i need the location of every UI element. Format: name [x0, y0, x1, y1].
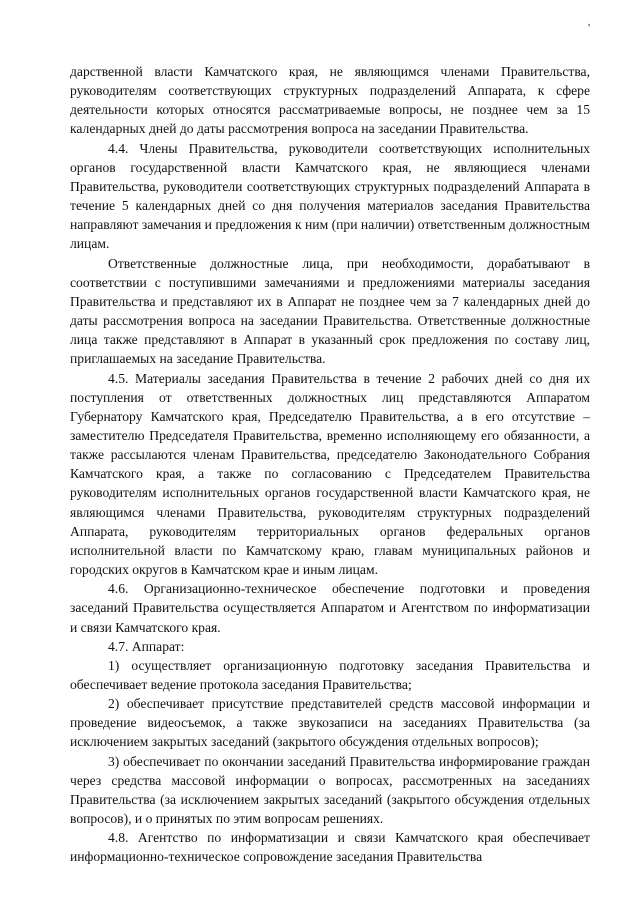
list-item-3: 3) обеспечивает по окончании заседаний Правительства информирование граждан через средства массовой информации о вопросах, рассмотренных на заседаниях Правительства (за исключением закрытых заседаний (закрытого обсуждения отдельных вопросов), и о принятых по этим вопросам решениях. — [70, 753, 590, 827]
paragraph-continuation: дарственной власти Камчатского края, не являющимся членами Правительства, руководителям соответствующих структурных подразделений Аппарата, к сфере деятельности которых относятся рассматриваемые вопросы, не позднее чем за 15 календарных дней до даты рассмотрения вопроса на заседании Правительства. — [70, 64, 590, 137]
paragraph-responsible-persons: Ответственные должностные лица, при необходимости, дорабатывают в соответствии с поступившими замечаниями и предложениями материалы заседания Правительства и представляют их в Аппарат не позднее чем за 7 календарных дней до даты рассмотрения вопроса на заседании Правительства. Ответственные должностные лица также представляют в Аппарат в указанный срок предложения по составу лиц, приглашаемых на заседание Правительства. — [70, 255, 590, 367]
paragraph-4-8: 4.8. Агентство по информатизации и связи Камчатского края обеспечивает информационно-техническое сопровождение заседания Правительства — [70, 830, 590, 865]
list-item-2: 2) обеспечивает присутствие представителей средств массовой информации и проведение видеосъемок, а также звукозаписи на заседаниях Правительства (за исключением закрытых заседаний (закрытого обсуждения отдельных вопросов); — [70, 696, 590, 750]
paragraph-4-5: 4.5. Материалы заседания Правительства в течение 2 рабочих дней со дня их поступления от ответственных должностных лиц представляются Аппаратом Губернатору Камчатского края, Председателю Правительства, а в его отсутствие – заместителю Председателя Правительства, временно исполняющему его обязанности, а также рассылаются членам Правительства, председателю Законодательного Собрания Камчатского края, а также по согласованию с Председателем Правительства руководителям исполнительных органов государственной власти Камчатского края, не являющимся членами Правительства, руководителям структурных подразделений Аппарата, руководителям территориальных органов федеральных органов исполнительной власти по Камчатскому краю, главам муниципальных районов и городских округов в Камчатском крае и иным лицам. — [70, 370, 590, 578]
paragraph-4-6: 4.6. Организационно-техническое обеспечение подготовки и проведения заседаний Правительства осуществляется Аппаратом и Агентством по информатизации и связи Камчатского края. — [70, 581, 590, 635]
list-item-1: 1) осуществляет организационную подготовку заседания Правительства и обеспечивает ведение протокола заседания Правительства; — [70, 657, 590, 692]
corner-mark: , — [585, 13, 592, 29]
document-body — [70, 62, 590, 867]
paragraph-4-7: 4.7. Аппарат: — [108, 638, 185, 654]
paragraph-4-4: 4.4. Члены Правительства, руководители соответствующих исполнительных органов государственной власти Камчатского края, не являющиеся членами Правительства, руководители соответствующих структурных подразделений Аппарата в течение 5 календарных дней со дня получения материалов заседания Правительства направляют замечания и предложения к ним (при наличии) ответственным должностным лицам. — [70, 140, 590, 252]
